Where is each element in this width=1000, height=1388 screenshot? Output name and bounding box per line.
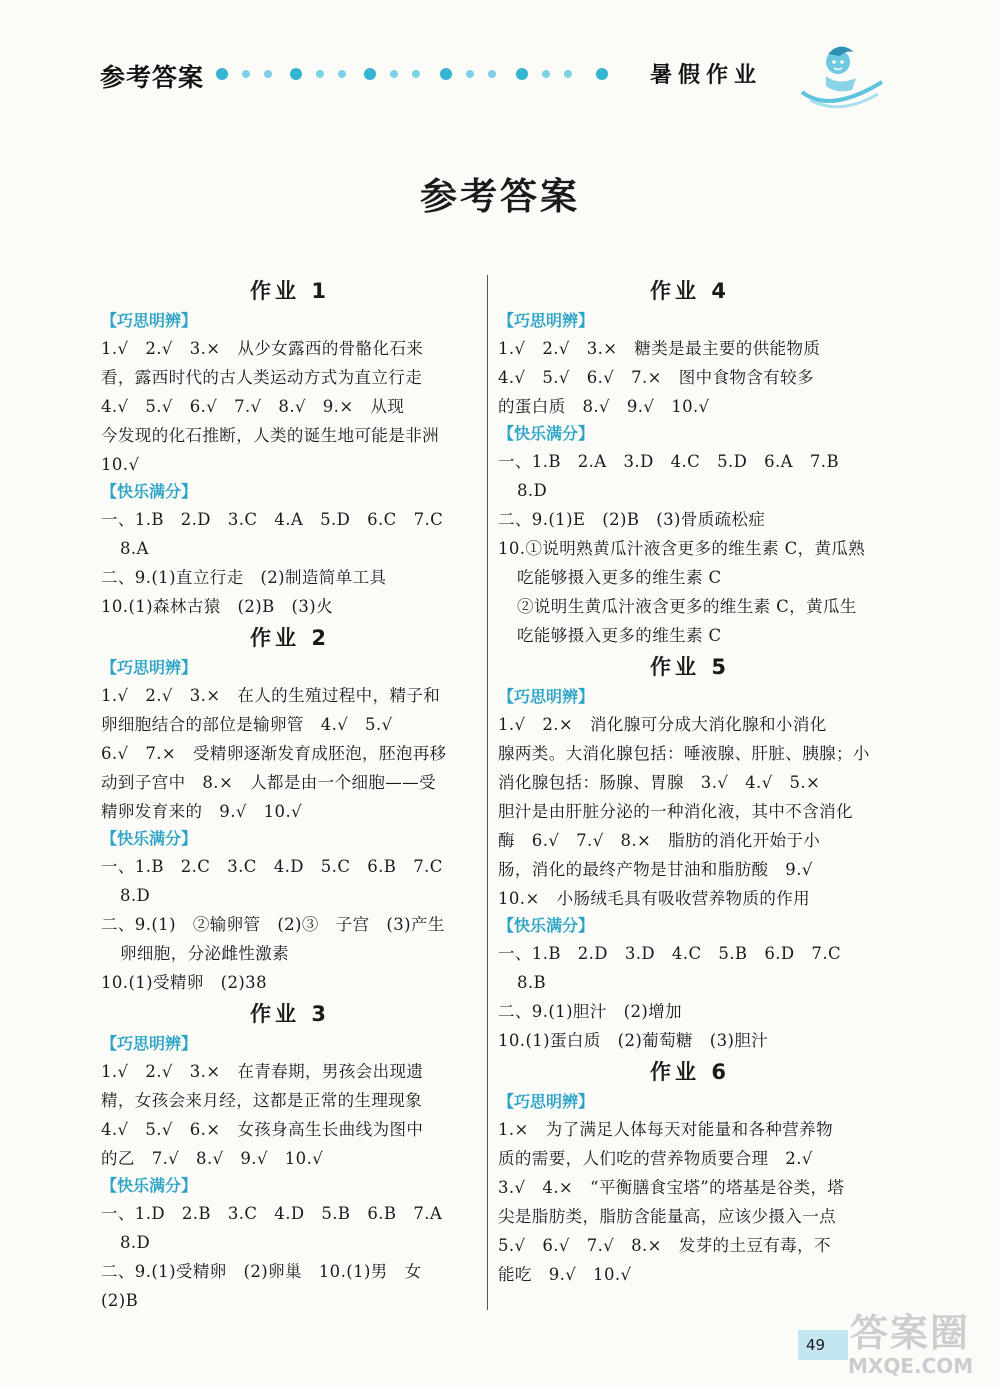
answer-line: 吃能够摄入更多的维生素 C [517, 568, 722, 587]
page-title: 参考答案 [420, 175, 580, 218]
answer-line: 质的需要，人们吃的营养物质要合理 2.√ [498, 1149, 813, 1168]
answer-line: 1.× 为了满足人体每天对能量和各种营养物 [498, 1120, 833, 1139]
site-watermark [842, 1296, 992, 1386]
answer-line: 3.√ 4.× “平衡膳食宝塔”的塔基是谷类，塔 [498, 1178, 845, 1197]
section-label: 【巧思明辨】 [101, 658, 198, 677]
section-label: 【快乐满分】 [101, 482, 198, 501]
homework-3-title: 作业 3 [250, 1002, 330, 1026]
answer-line: 二、9.(1) ②输卵管 (2)③ 子宫 (3)产生 [101, 915, 445, 934]
section-label: 【巧思明辨】 [101, 311, 198, 330]
answer-line: 二、9.(1)直立行走 (2)制造简单工具 [101, 568, 387, 587]
answer-line: 10.√ [101, 455, 140, 474]
watermark-url: MXQE.COM [848, 1354, 974, 1378]
section-label: 【快乐满分】 [101, 829, 198, 848]
answer-line: 卵细胞结合的部位是输卵管 4.√ 5.√ [101, 715, 393, 734]
answer-line: 1.√ 2.√ 3.× 在青春期，男孩会出现遗 [101, 1062, 424, 1081]
answer-line: 腺两类。大消化腺包括：唾液腺、肝脏、胰腺；小 [498, 744, 870, 763]
answer-line: 一、1.B 2.C 3.C 4.D 5.C 6.B 7.C [101, 857, 443, 876]
answer-line: 一、1.B 2.D 3.C 4.A 5.D 6.C 7.C [101, 510, 444, 529]
answer-line: 8.D [120, 1233, 151, 1252]
left-column [101, 274, 479, 1315]
header-left-title: 参考答案 [100, 63, 205, 92]
answer-line: 4.√ 5.√ 6.× 女孩身高生长曲线为图中 [101, 1120, 424, 1139]
answer-line: 尖是脂肪类，脂肪含能量高，应该少摄入一点 [498, 1207, 836, 1226]
answer-line: 一、1.D 2.B 3.C 4.D 5.B 6.B 7.A [101, 1204, 443, 1223]
section-label: 【快乐满分】 [498, 424, 595, 443]
answer-line: (2)B [101, 1291, 139, 1310]
answer-line: 的乙 7.√ 8.√ 9.√ 10.√ [101, 1149, 324, 1168]
section-label: 【巧思明辨】 [101, 1034, 198, 1053]
boy-swimmer-logo [800, 42, 885, 110]
answer-line: 8.D [517, 481, 548, 500]
column-divider [487, 275, 488, 1310]
answer-line: 一、1.B 2.D 3.D 4.C 5.B 6.D 7.C [498, 944, 841, 963]
answer-line: 精，女孩会来月经，这都是正常的生理现象 [101, 1091, 423, 1110]
answer-line: 8.B [517, 973, 547, 992]
answer-line: 10.(1)受精卵 (2)38 [101, 973, 267, 992]
answer-line: 10.× 小肠绒毛具有吸收营养物质的作用 [498, 889, 811, 908]
answer-line: 肠，消化的最终产物是甘油和脂肪酸 9.√ [498, 860, 813, 879]
answer-line: 二、9.(1)E (2)B (3)骨质疏松症 [498, 510, 766, 529]
homework-4-title: 作业 4 [650, 279, 730, 303]
answer-line: 8.A [120, 539, 149, 558]
header-dot-rule [212, 66, 622, 82]
answer-line: 今发现的化石推断，人类的诞生地可能是非洲 [101, 426, 439, 445]
answer-line: 二、9.(1)受精卵 (2)卵巢 10.(1)男 女 [101, 1262, 422, 1281]
answer-line: 精卵发育来的 9.√ 10.√ [101, 802, 303, 821]
homework-5-title: 作业 5 [650, 655, 730, 679]
answer-line: 吃能够摄入更多的维生素 C [517, 626, 722, 645]
answer-line: 看，露西时代的古人类运动方式为直立行走 [101, 368, 423, 387]
section-label: 【快乐满分】 [101, 1176, 198, 1195]
homework-6-title: 作业 6 [650, 1060, 730, 1084]
answer-line: 二、9.(1)胆汁 (2)增加 [498, 1002, 682, 1021]
section-label: 【快乐满分】 [498, 916, 595, 935]
header-right-title: 暑假作业 [650, 63, 763, 88]
answer-line: 10.(1)森林古猿 (2)B (3)火 [101, 597, 333, 616]
right-column [498, 274, 882, 1289]
answer-line: 1.√ 2.√ 3.× 在人的生殖过程中，精子和 [101, 686, 441, 705]
page-header [0, 0, 1000, 110]
answer-line: 消化腺包括：肠腺、胃腺 3.√ 4.√ 5.× [498, 773, 821, 792]
section-label: 【巧思明辨】 [498, 687, 595, 706]
answer-line: 10.①说明熟黄瓜汁液含更多的维生素 C，黄瓜熟 [498, 539, 866, 558]
answer-line: ②说明生黄瓜汁液含更多的维生素 C，黄瓜生 [517, 597, 857, 616]
section-label: 【巧思明辨】 [498, 1092, 595, 1111]
answer-line: 动到子宫中 8.× 人都是由一个细胞——受 [101, 773, 436, 792]
answer-line: 10.(1)蛋白质 (2)葡萄糖 (3)胆汁 [498, 1031, 769, 1050]
answer-line: 1.√ 2.× 消化腺可分成大消化腺和小消化 [498, 715, 827, 734]
answer-line: 4.√ 5.√ 6.√ 7.× 图中食物含有较多 [498, 368, 814, 387]
watermark-text: 答案圈 [850, 1311, 971, 1355]
section-label: 【巧思明辨】 [498, 311, 595, 330]
answer-line: 4.√ 5.√ 6.√ 7.√ 8.√ 9.× 从现 [101, 397, 405, 416]
answer-line: 能吃 9.√ 10.√ [498, 1265, 632, 1284]
answer-line: 卵细胞，分泌雌性激素 [120, 944, 289, 963]
page-number: 49 [798, 1330, 848, 1360]
homework-2-title: 作业 2 [250, 626, 330, 650]
answer-line: 一、1.B 2.A 3.D 4.C 5.D 6.A 7.B [498, 452, 839, 471]
answer-line: 酶 6.√ 7.√ 8.× 脂肪的消化开始于小 [498, 831, 821, 850]
homework-1-title: 作业 1 [250, 279, 330, 303]
answer-line: 8.D [120, 886, 151, 905]
answer-line: 6.√ 7.× 受精卵逐渐发育成胚泡，胚泡再移 [101, 744, 447, 763]
answer-line: 5.√ 6.√ 7.√ 8.× 发芽的土豆有毒，不 [498, 1236, 831, 1255]
answer-line: 1.√ 2.√ 3.× 从少女露西的骨骼化石来 [101, 339, 424, 358]
answer-line: 1.√ 2.√ 3.× 糖类是最主要的供能物质 [498, 339, 821, 358]
answer-line: 胆汁是由肝脏分泌的一种消化液，其中不含消化 [498, 802, 853, 821]
answer-line: 的蛋白质 8.√ 9.√ 10.√ [498, 397, 710, 416]
